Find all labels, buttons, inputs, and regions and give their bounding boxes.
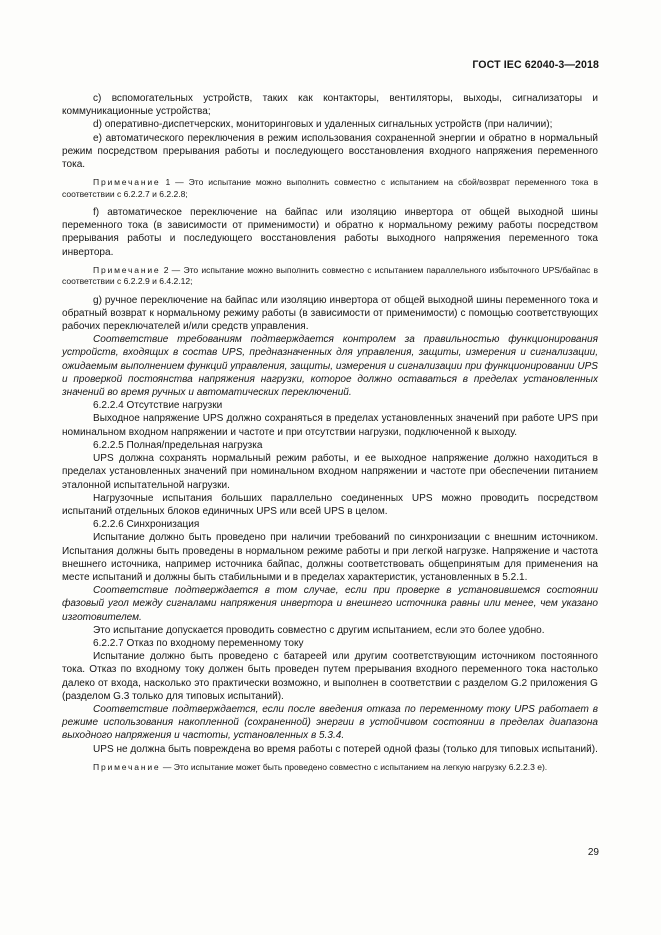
note-text: 1 — Это испытание можно выполнить совместно с испытанием на сбой/возврат переменного тока в соответствии с 6.2.2.7 и 6.2.2.8;	[62, 177, 598, 199]
section-6225-text: Нагрузочные испытания больших параллельно соединенных UPS можно проводить посредством испытаний отдельных блоков единичных UPS или всей UPS в целом.	[62, 492, 598, 517]
note-3	[62, 762, 598, 773]
section-6225-title: 6.2.2.5 Полная/предельная нагрузка	[93, 439, 263, 451]
list-item-d: d) оперативно-диспетчерских, мониторинговых и удаленных сигнальных устройств (при наличии);	[93, 119, 553, 131]
note-text: — Это испытание может быть проведено совместно с испытанием на легкую нагрузку 6.2.2.3 e).	[162, 761, 548, 772]
section-6226-compliance: Соответствие подтверждается в том случае, если при проверке в установившемся состоянии фазовый угол между сигналами напряжения инвертора и внешнего источника равны или менее, чем указано изготовителем.	[62, 585, 598, 623]
list-item-c: c) вспомогательных устройств, таких как контакторы, вентиляторы, выходы, сигнализаторы и коммуникационные устройства;	[62, 93, 598, 118]
page-body	[62, 92, 598, 779]
section-6224-text: Выходное напряжение UPS должно сохраняться в пределах установленных значений при работе UPS при номинальном входном напряжении и частоте и при отсутствии нагрузки, подключенной к выходу.	[62, 413, 598, 438]
note-label: Примечание	[93, 761, 161, 772]
section-6225-text: UPS должна сохранять нормальный режим работы, и ее выходное напряжение должно находиться в пределах установленных значений при номинальном входном напряжении и частоте при обеспечении питанием эталонной испытательной нагрузки.	[62, 453, 598, 491]
list-item-e: e) автоматического переключения в режим использования сохраненной энергии и обратно в нормальный режим посредством прерывания работы и последующего восстановления входного напряжения переменного тока.	[62, 132, 598, 171]
note-1	[62, 177, 598, 200]
section-6226-title: 6.2.2.6 Синхронизация	[93, 519, 200, 531]
note-label: Примечание	[93, 177, 161, 188]
section-6227-text: UPS не должна быть повреждена во время работы с потерей одной фазы (только для типовых испытаний).	[93, 743, 598, 755]
standard-designation: ГОСТ IEC 62040-3—2018	[472, 59, 599, 71]
note-label: Примечание	[93, 264, 161, 275]
section-6227-title: 6.2.2.7 Отказ по входному переменному току	[93, 637, 304, 649]
section-6227-compliance: Соответствие подтверждается, если после введения отказа по переменному току UPS работает в режиме использования накопленной (сохраненной) энергии в устойчивом состоянии в пределах диапазона выходного напряжения и частоты, установленных в 5.3.4.	[62, 703, 598, 742]
compliance-paragraph: Соответствие требованиям подтверждается контролем за правильностью функционирования устройств, входящих в состав UPS, предназначенных для управления, защиты, измерения и сигнализации, ожидаемым выполнением функций управления, защиты, измерения и сигнализации при функционировании UPS и проверкой постоянства напряжения нагрузки, которое должно оставаться в пределах установленных значений во время ручных и автоматических переключений.	[62, 334, 598, 399]
section-6224-title: 6.2.2.4 Отсутствие нагрузки	[93, 400, 223, 412]
note-2	[62, 265, 598, 288]
list-item-g: g) ручное переключение на байпас или изоляцию инвертора от общей выходной шины переменного тока и обратный возврат к нормальному режиму работы (в зависимости от применимости) с помощью соответствующих рабочих переключателей и/или средств управления.	[62, 294, 598, 333]
page-number: 29	[587, 847, 599, 858]
section-6227-text: Испытание должно быть проведено с батареей или другим соответствующим источником постоянного тока. Отказ по входному току должен быть проведен путем прерывания входного переменного тока настолько далеко от входа, насколько это практически возможно, и выполнен в соответствии с разделом G.2 приложения G (разделом G.3 только для типовых испытаний).	[62, 651, 598, 702]
section-6226-text: Испытание должно быть проведено при наличии требований по синхронизации с внешним источником. Испытания должны быть проведены в нормальном режиме работы и при легкой нагрузке. Напряжение и частота внешнего источника, например источника байпас, должны соответствовать общепринятым для применения на месте испытаний и должны быть стабильными и в пределах характеристик, установленных в 5.2.1.	[62, 532, 598, 583]
note-text: 2 — Это испытание можно выполнить совместно с испытанием параллельного избыточного UPS/байпас в соответствии с 6.2.2.9 и 6.4.2.12;	[62, 264, 598, 287]
list-item-f: f) автоматическое переключение на байпас или изоляцию инвертора от общей выходной шины переменного тока (в зависимости от применимости) и обратно к нормальному режиму работы посредством прерывания работы и последующего восстановления работы выходного напряжения переменного тока инвертора.	[62, 207, 598, 258]
section-6226-text: Это испытание допускается проводить совместно с другим испытанием, если это более удобно.	[93, 624, 545, 636]
